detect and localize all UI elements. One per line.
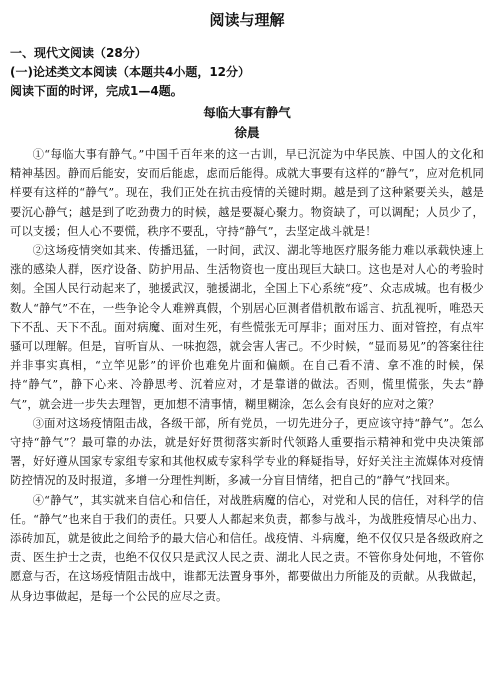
paragraph-4: ④“静气”，其实就来自信心和信任，对战胜病魔的信心，对党和人民的信任，对科学的信任。“静气”也来自于我们的责任。只要人人都起来负责，都参与战斗，为战胜疫情尽心出力、添砖加瓦，就是彼此之间给予的最大信心和信任。战疫情、斗病魔，绝不仅仅只是各级政府之责、医生护士之责，也绝不仅仅只是武汉人民之责、湖北人民之责。不管你身处何地，不管你愿意与否，在这场疫情阻击战中，谁都无法置身事外，都要做出力所能及的贡献。从我做起，从身边事做起，是每一个公民的应尽之责。 bbox=[10, 493, 484, 603]
page-title: 阅读与理解 bbox=[209, 11, 285, 29]
subsection-heading: (一)论述类文本阅读（本题共4小题，12分） bbox=[10, 65, 251, 79]
paragraph-2: ②这场疫情突如其来、传播迅猛，一时间，武汉、湖北等地医疗服务能力难以承载快速上涨的感染人群，医疗设备、防护用品、生活物资也一度出现巨大缺口。这也是对人心的考验时刻。全国人民行动起来了，驰援武汉，驰援湖北，全国上下心系统“疫”、众志成城。也有极少数人“静气”不在，一些争论令人难辨真假，个别居心叵测者借机散布谣言、抗乱视听，唯恐天下不乱、天下不乱。面对病魔、面对生死，有些慌张无可厚非；面对压力、面对管控，有点牢骚可以理解。但是，盲听盲从、一味抱怨，就会害人害己。不少时候，“显而易见”的答案往往并非事实真相，“立竿见影”的评价也难免片面和偏颇。在自己看不清、拿不准的时候，保持“静气”，静下心来、冷静思考、沉着应对，才是靠谱的做法。否则，慌里慌张，失去“静气”，就会进一步失去理智，更加想不清事情，糊里糊涂，怎么会有良好的应对之策？ bbox=[10, 244, 484, 411]
paragraph-3: ③面对这场疫情阻击战，各级干部，所有党员，一切先进分子，更应该守持“静气”。怎么守持“静气”？最可靠的办法，就是好好贯彻落实新时代领路人重要指示精神和党中央决策部署，好好遵从国家专家组专家和其他权威专家科学专业的释疑指导，好好关注主流媒体对疫情防控情况的及时报道，多增一分理性判断，多减一分盲目情绪，把自己的“静气”找回来。 bbox=[10, 416, 484, 488]
article-author: 徐晨 bbox=[234, 125, 260, 140]
paragraph-1: ①“每临大事有静气。”中国千百年来的这一古训，早已沉淀为中华民族、中国人的文化和精神基因。静而后能安，安而后能虑，虑而后能得。成就大事要有这样的“静气”，应对危机同样要有这样的“静气”。现在，我们正处在抗击疫情的关键时期。越是到了这种紧要关头，越是要沉心静气；越是到了吃劲费力的时候，越是要凝心聚力。物资缺了，可以调配；人员少了，可以支援；但人心不要慌，秩序不要乱，守持“静气”，去坚定战斗就是！ bbox=[10, 148, 484, 238]
section-heading: 一、现代文阅读（28分） bbox=[10, 46, 147, 60]
instruction-text: 阅读下面的时评，完成1—4题。 bbox=[10, 84, 183, 98]
article-title: 每临大事有静气 bbox=[203, 105, 291, 120]
